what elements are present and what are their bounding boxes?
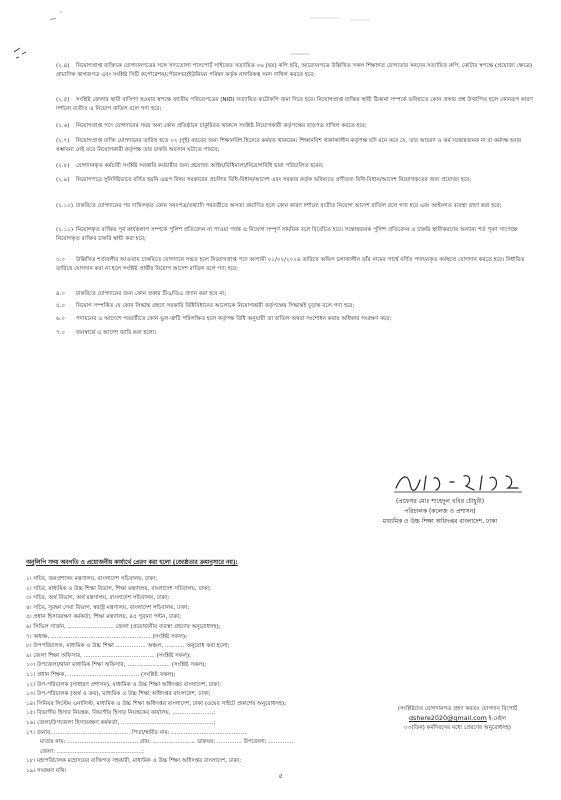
handwritten-signature [390, 470, 530, 496]
clause-number: (২.১১) [56, 227, 74, 233]
clause-text: নিয়োগ সম্পর্কিত যে কোন সিদ্ধান্ত গ্রহণে সরকারি বিধিবিধানের আলোকে নিয়োগকারী কর্তৃপক্ষের সিদ্ধান্তই চূড়ান্ত বলে গণ্য হবে; [76, 303, 355, 309]
clause-item [56, 122, 536, 131]
clause-text: চাকরিতে যোগদানের পর দাখিলকৃত কোন সনদপত্র/তথ্যাদি পরবর্তীতে অসত্য প্রমাণিত হলে কোন কারণ দর্শানো ব্যতীত নিয়োগ আদেশ বাতিল বলে গণ্য হবে এবং আইনগত ব্যবস্থা গ্রহণ করা হবে; [76, 203, 502, 209]
signatory-title: পরিচালক (কলেজ ও প্রশাসন) [404, 508, 476, 515]
clause-item [56, 176, 536, 185]
joining-report-note [370, 705, 545, 733]
cc-item: ১৯। সংরক্ষণ নথি। [26, 768, 67, 774]
email-address[interactable]: dshere2020@gmail.com [408, 714, 487, 722]
cc-item: ১২। উপ-পরিচালক (সাধারণ প্রশাসন), মাধ্যমিক ও উচ্চ শিক্ষা অধিদপ্তর বাংলাদেশ, ঢাকা; [26, 681, 221, 688]
cc-item: মাতার নাম: ........................................ গ্রাম: ........................ ডাকঘর: .............. উপজেলা: .............. [40, 739, 294, 746]
clause-item [56, 329, 536, 338]
cc-item: ৬। সিভিল সার্জন, .......................... জেলা (প্রয়োজনীয় ব্যবস্থা গ্রহণের অনুরোধসহ); [26, 624, 221, 630]
clause-number: (২.১০) [56, 203, 74, 209]
clause-number: (২.৮) [56, 163, 70, 169]
note-line-1: (সংশ্লিষ্টদের যোগদানপত্র গ্রহণ করতঃ যোগদান রিপোর্ট [397, 706, 518, 712]
clause-number: ৫.০ [56, 303, 66, 309]
clause-item [56, 290, 536, 299]
clause-number: (২.৬) [56, 123, 70, 129]
cc-item: ১। সচিব, জনপ্রশাসন মন্ত্রণালয়, বাংলাদেশ সচিবালয়, ঢাকা; [26, 576, 158, 582]
clause-item [56, 96, 536, 113]
clause-text: উল্লিখিত শর্তাবলীর আওতায় চাকরিতে যোগদানে সম্মত হলে নিয়োগপ্রাপ্ত পদে আগামী ০১/০২/২০২৪ তারিখে অফিস চলাকালীন তাঁর নামের পার্শ্বে বর্ণিত পদায়নকৃত কর্মস্থলে যোগদান করতে হবে। নির্ধারিত তারিখে যোগদান করা না হলে সংশ্লিষ্ট প্রার্থীর নিয়োগ আদেশ বাতিল বলে গণ্য হবে; [56, 257, 525, 272]
cc-heading: অনুলিপি সদয় অবগতি ও প্রয়োজনীয় কার্যার্থে প্রেরণ করা হলো (জ্যেষ্ঠতার ক্রমানুসারে নয়): [26, 560, 238, 566]
note-line-2 [370, 714, 545, 724]
clause-number: ৪.০ [56, 291, 66, 297]
clause-item [56, 315, 536, 324]
clause-number: ৩.০ [56, 257, 66, 263]
cc-item: ৪। সচিব, সুরক্ষা সেবা বিভাগ, স্বরাষ্ট্র মন্ত্রণালয়, বাংলাদেশ সচিবালয়, ঢাকা; [26, 604, 190, 611]
clause-text: চাকরিতে যোগদানের জন্য কোন প্রকার টিএ/ডিএ প্রদান করা হবে না; [76, 291, 227, 297]
signatory-office: মাধ্যমিক ও উচ্চ শিক্ষা অধিদপ্তর বাংলাদেশ, ঢাকা [382, 518, 498, 525]
cc-item: ২। সচিব, মাধ্যমিক ও উচ্চ শিক্ষা বিভাগ, শিক্ষা মন্ত্রণালয়, বাংলাদেশ সচিবালয়, ঢাকা; [26, 585, 211, 592]
clause-item [56, 202, 536, 211]
clause-text: নিয়োগপ্রাপ্ত পদে যোগদানের সময় অন্য কোন প্রতিষ্ঠানে চাকুরিরত থাকলে সংশ্লিষ্ট নিয়োগকারী কর্তৃপক্ষের ছাড়পত্র দাখিল করতে হবে; [76, 123, 367, 129]
clause-item [56, 226, 536, 243]
clause-item [56, 256, 536, 273]
clause-item [56, 62, 536, 79]
cc-item: ৮। উপপরিচালক, মাধ্যমিক ও উচ্চ শিক্ষা ................. অঞ্চল, ........... অনুরোধ করা হলো; [26, 643, 230, 650]
cc-item: ৯। জেলা শিক্ষা অফিসার, ........................................ (সংশ্লিষ্ট সকল); [26, 652, 191, 659]
cc-item: ১৫। বিভাগীয় হিসাব নিয়ন্ত্রক, বিভাগীয় হিসাব নিয়ন্ত্রকের কার্যালয়, .......................; [26, 710, 216, 717]
cc-item: ১০। উপজেলা/থানা মাধ্যমিক শিক্ষা অফিসার, ........................ (সংশ্লিষ্ট সকল); [26, 662, 207, 669]
cc-item: ৫। প্রধান হিসাবরক্ষণ কর্মকর্তা, শিক্ষা মন্ত্রণালয়, ৪৫ পুরানা পল্টন, ঢাকা; [26, 614, 182, 621]
signatory-name: (প্রফেসর মোঃ শাহেদুল খবির চৌধুরী) [395, 498, 485, 505]
clause-text: সংশ্লিষ্ট জেলার স্থায়ী বাসিন্দা হওয়ার স্বপক্ষে জাতীয় পরিচয়পত্রের (NID) সত্যায়িত ফটোকপি জমা দিতে হবে। নিয়োগপ্রাপ্ত ব্যক্তির স্থায়ী ঠিকানা সম্পর্কে ভবিষ্যতে কোন প্রকার প্রশ্ন উত্থাপিত হলে কোনরূপ কারণ দর্শানো ব্যতীত এ নিয়োগ বাতিল বলে গণ্য হবে; [56, 97, 533, 112]
cc-item: ১৭। জনাব, ........................................... পিতা/স্বামীর নাম: ........................................... [26, 729, 248, 736]
page-number: ৫ [278, 772, 283, 780]
note-line-3: ০৩(তিন) কর্মদিবসের মধ্যে প্রেরণের অনুরোধসহ) [403, 725, 511, 731]
clause-item [56, 137, 536, 154]
clause-item [56, 302, 536, 311]
clause-text: নিয়োগকৃত ব্যক্তির পূর্ব কার্যকলাপ সম্পর্কে পুলিশ প্রতিবেদন না পাওয়া পর্যন্ত এ নিয়োগ সম্পূর্ণ সাময়িক বলে বিবেচিত হবে। সন্তোষজনক পুলিশ প্রতিবেদন ও চাকরি স্থায়ীকরণের অন্যান্য শর্ত পূরণ সাপেক্ষে নিয়োগকৃত ব্যক্তির চাকরি স্থায়ী করা হবে; [56, 227, 518, 242]
cc-item: ১৬। জেলা/উপজেলা হিসাবরক্ষণ কর্মকর্তা, ....................................................; [26, 720, 216, 726]
clause-text: জনস্বার্থে এ আদেশ জারি করা হলো। [76, 330, 157, 336]
clause-number: (২.৫) [56, 97, 70, 103]
clause-number: (২.৯) [56, 177, 70, 183]
cc-item: ৭। অধ্যক্ষ, ........................................................ (সংশ্লিষ্ট সকল); [26, 633, 187, 640]
clause-text: যোগদানকৃত কর্মচারী সংশ্লিষ্ট সরকারি কর্মচারীর জন্য প্রযোজ্য আইন/বিধিমালা/নিয়োগবিধি দ্বারা পরিচালিত হবেন; [76, 163, 324, 169]
clause-number: ৭.০ [56, 330, 66, 336]
cc-item: ১৪। সিনিয়র সিস্টেম এনালিস্ট, মাধ্যমিক ও উচ্চ শিক্ষা অধিদপ্তর বাংলাদেশ, ঢাকা (ওয়েব সাইটে প্রকাশের অনুরোধসহ); [26, 700, 286, 707]
clause-text: নিয়োগপত্রে সুনির্দিষ্টভাবে বর্ণিত হয়নি এরূপ বিষয় সরকারের প্রচলিত বিধি-বিধান/আদেশ এবং সরকার কর্তৃক ভবিষ্যতে প্রণীতব্য বিধি-বিধান/আদেশ নিয়োগকৃতের জন্য প্রযোজ্য হবে; [76, 177, 472, 183]
cc-item: জেলা: ................................................; [40, 748, 144, 755]
cc-item: ১১। প্রধান শিক্ষক, ........................................ (সংশ্লিষ্ট সকল); [26, 672, 176, 678]
clause-text: নিয়োগপ্রাপ্ত ব্যক্তিকে যোগদানপত্রের সঙ্গে সদ্যতোলা পাসপোর্ট সাইজের সত্যায়িত ০৬ (ছয়) কপি ছবি, আবেদনপত্রে উল্লিখিত সকল শিক্ষাগত যোগ্যতার সনদের সত্যায়িত কপি, কোটার স্বপক্ষে (প্রযোজ্য ক্ষেত্রে) প্রামাণিক কাগজপত্র এবং সংশ্লিষ্ট সিটি কর্পোরেশন/পৌরসভা/ইউনিয়ন পরিষদ কর্তৃক নাগরিকত্ব সনদ দাখিল করতে হবে; [56, 63, 533, 78]
clause-text: পদায়নের এ আদেশে পরবর্তীতে কোন ভুল-ত্রুটি পরিলক্ষিত হলে কর্তৃপক্ষ বিধি অনুযায়ী তা বাতিল অথবা সংশোধন করার অধিকার সংরক্ষণ করে; [76, 316, 392, 322]
scan-marks [10, 8, 550, 63]
cc-item: ১৮। মহাপরিচালক মহোদয়ের ব্যক্তিগত সহকারী, মাধ্যমিক ও উচ্চ শিক্ষা অধিদপ্তর বাংলাদেশ, ঢাকা; [26, 758, 242, 765]
cc-item: ১৩। উপ-পরিচালক (অর্থ ও ক্রয়), মাধ্যমিক ও উচ্চ শিক্ষা অধিদপ্তর বাংলাদেশ, ঢাকা; [26, 691, 211, 698]
clause-number: (২.৭) [56, 138, 70, 144]
clause-text: নিয়োগপ্রাপ্ত ব্যক্তি যোগদানের তারিখ হতে ০২ (দুই) বছরের জন্য শিক্ষানবিশ হিসেবে কর্মরত থাকবেন। শিক্ষানবিশ থাকাকালীন কর্তৃপক্ষ যদি মনে করে যে, তার আচরণ ও কর্ম সন্তোষজনক না বা কর্মদক্ষ হবার সম্ভাবনা নেই তবে নিয়োগকারী কর্তৃপক্ষ তার চাকরি অবসান ঘটাতে পারবে; [56, 138, 522, 153]
clause-number: ৬.০ [56, 316, 66, 322]
cc-item: ৩। সচিব, অর্থ বিভাগ, অর্থ মন্ত্রণালয়, বাংলাদেশ সচিবালয়, ঢাকা; [26, 595, 170, 602]
clause-item [56, 162, 536, 171]
clause-number: (২.৪) [56, 63, 70, 69]
note-line-2-suffix: ই-মেইল [488, 716, 507, 722]
